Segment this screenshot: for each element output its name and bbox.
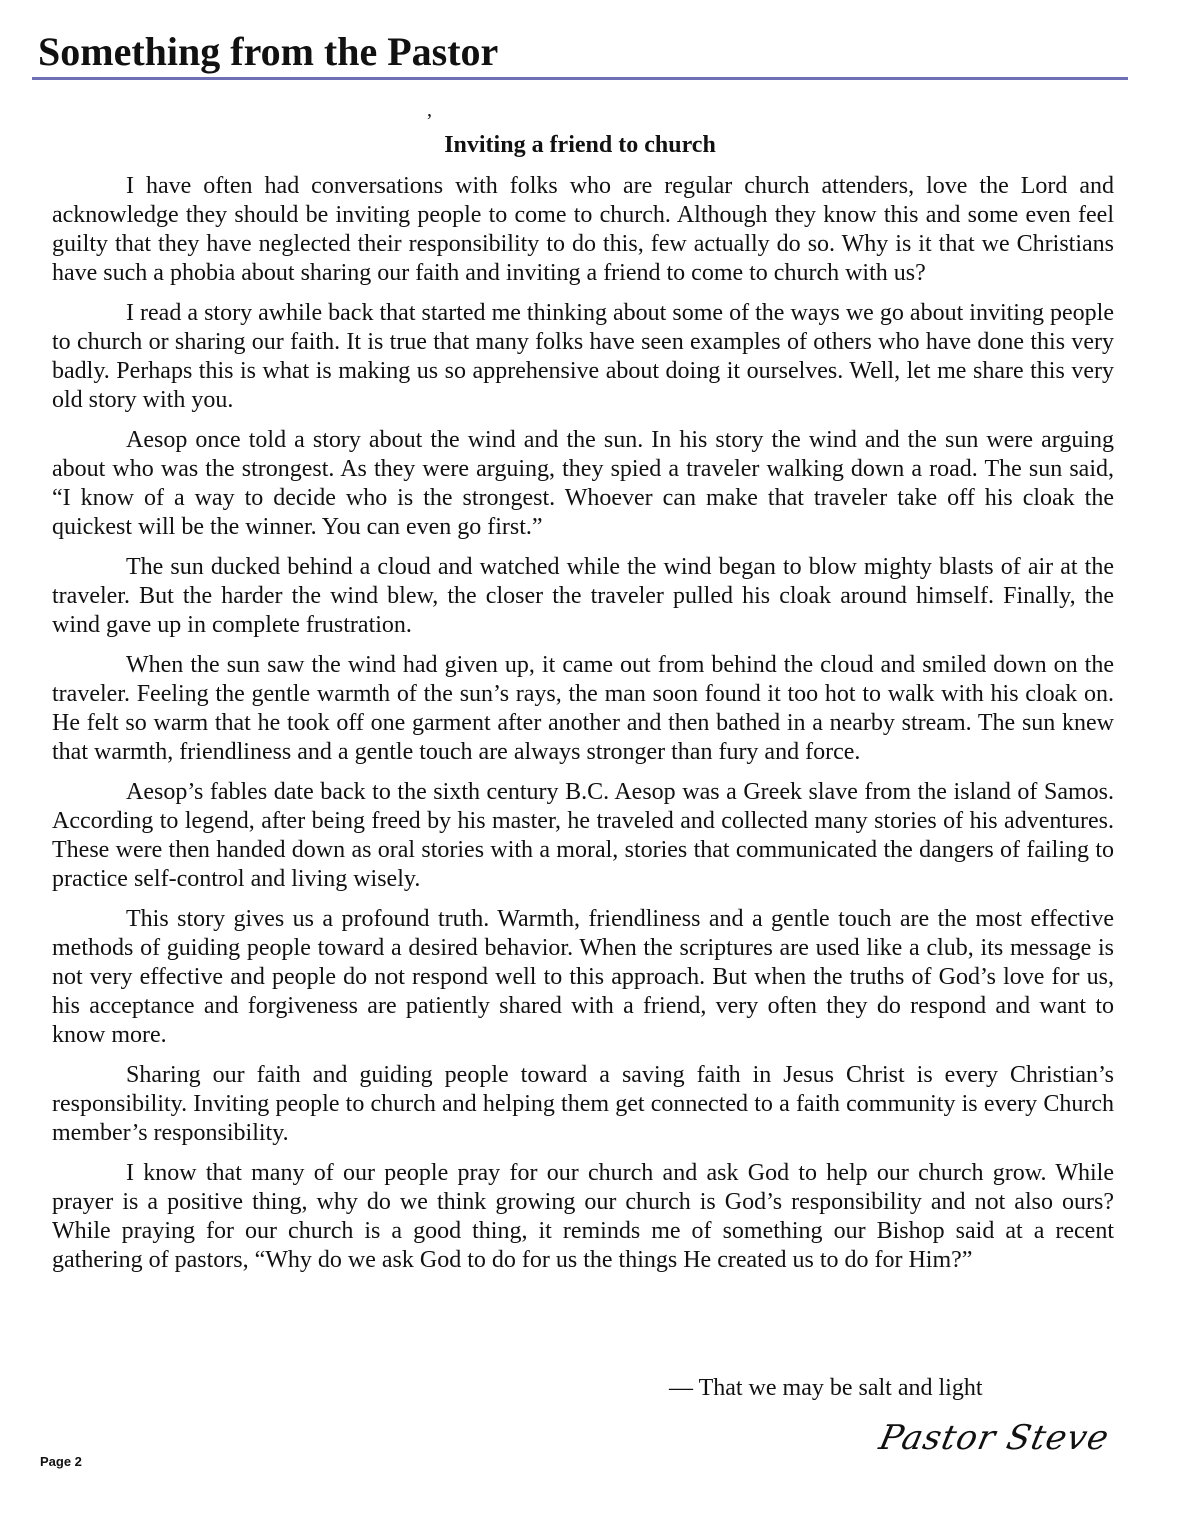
- header-divider: [32, 77, 1128, 80]
- paragraph: Aesop once told a story about the wind and the sun. In his story the wind and the sun were arguing about who was the strongest. As they were arguing, they spied a traveler walking down a road. The sun said, “I know of a way to decide who is the strongest. Whoever can make that traveler take off his cloak the quickest will be the winner. You can even go first.”: [52, 427, 1114, 540]
- paragraph: Aesop’s fables date back to the sixth century B.C. Aesop was a Greek slave from the island of Samos. According to legend, after being freed by his master, he traveled and collected many stories of his adventures. These were then handed down as oral stories with a moral, stories that communicated the dangers of failing to practice self-control and living wisely.: [52, 779, 1114, 892]
- page-number: Page 2: [40, 1454, 82, 1469]
- paragraph: This story gives us a profound truth. Warmth, friendliness and a gentle touch are the most effective methods of guiding people toward a desired behavior. When the scriptures are used like a club, its message is not very effective and people do not respond well to this approach. But when the truths of God’s love for us, his acceptance and forgiveness are patiently shared with a friend, very often they do respond and want to know more.: [52, 906, 1114, 1048]
- paragraph: I have often had conversations with folks who are regular church attenders, love the Lord and acknowledge they should be inviting people to come to church. Although they know this and some even feel guilty that they have neglected their responsibility to do this, few actually do so. Why is it that we Christians have such a phobia about sharing our faith and inviting a friend to come to church with us?: [52, 173, 1114, 286]
- stray-mark: ,: [427, 99, 432, 121]
- signature: Pastor Steve: [875, 1418, 1113, 1458]
- paragraph: I read a story awhile back that started me thinking about some of the ways we go about inviting people to church or sharing our faith. It is true that many folks have seen examples of others who have done this very badly. Perhaps this is what is making us so apprehensive about doing it ourselves. Well, let me share this very old story with you.: [52, 300, 1114, 413]
- closing-line: — That we may be salt and light: [669, 1375, 983, 1401]
- paragraph: The sun ducked behind a cloud and watched while the wind began to blow mighty blasts of air at the traveler. But the harder the wind blew, the closer the traveler pulled his cloak around himself. Finally, the wind gave up in complete frustration.: [52, 554, 1114, 638]
- page-header: [38, 30, 1128, 74]
- paragraph: When the sun saw the wind had given up, it came out from behind the cloud and smiled down on the traveler. Feeling the gentle warmth of the sun’s rays, the man soon found it too hot to walk with his cloak on. He felt so warm that he took off one garment after another and then bathed in a nearby stream. The sun knew that warmth, friendliness and a gentle touch are always stronger than fury and force.: [52, 652, 1114, 765]
- article-title: Inviting a friend to church: [444, 132, 716, 158]
- paragraph: I know that many of our people pray for our church and ask God to help our church grow. While prayer is a positive thing, why do we think growing our church is God’s responsibility and not also ours? While praying for our church is a good thing, it reminds me of something our Bishop said at a recent gathering of pastors, “Why do we ask God to do for us the things He created us to do for Him?”: [52, 1160, 1114, 1273]
- article-body: [52, 172, 1114, 1286]
- page-title: Something from the Pastor: [38, 29, 499, 74]
- paragraph: Sharing our faith and guiding people toward a saving faith in Jesus Christ is every Christian’s responsibility. Inviting people to church and helping them get connected to a faith community is every Church member’s responsibility.: [52, 1062, 1114, 1146]
